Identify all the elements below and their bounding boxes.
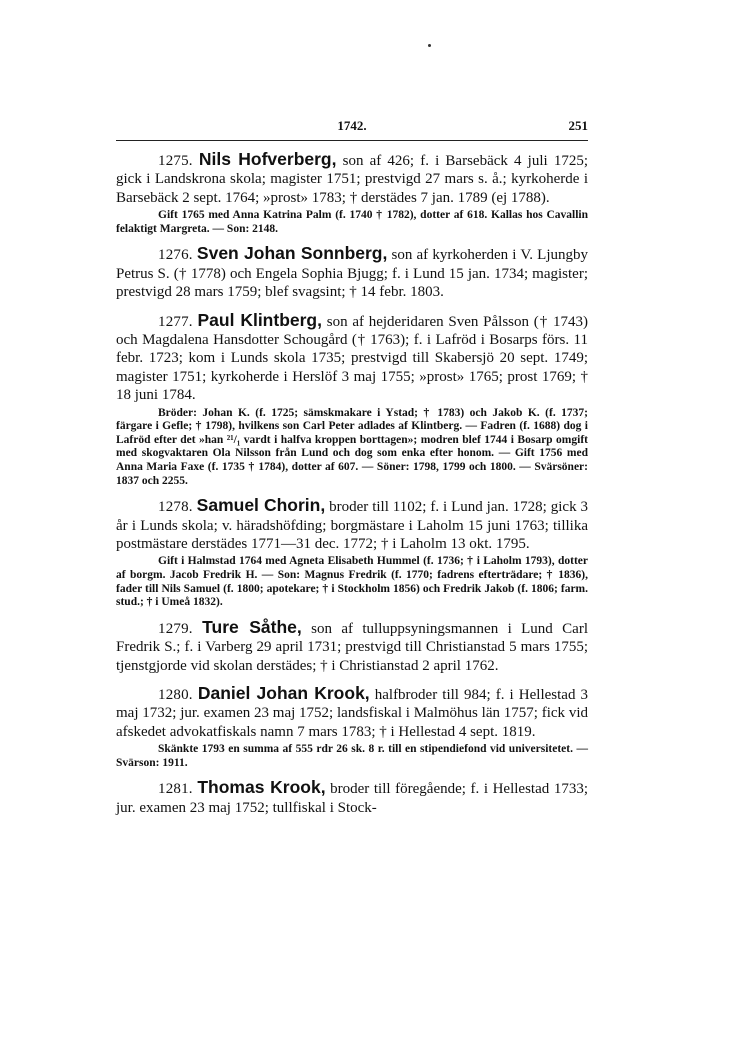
entry-1275 <box>116 150 588 236</box>
entry-text: halfbroder till 984; f. i Hellestad 3 maj 1732; jur. examen 23 maj 1752; landsfiskal i Malmöhus län 1757; fick vid afskedet advokatfiskals namn 7 mars 1783; † i Hellestad 4 sept. 1819. <box>116 687 589 740</box>
entry-number: 1277. <box>158 313 193 330</box>
entry-text: son af tulluppsyningsmannen i Lund Carl Fredrik S.; f. i Varberg 29 april 1731; prestvigd till Christianstad 5 mars 1755; tjenstgjorde vid skolan derstädes; † i Christianstad 2 april 1762. <box>116 620 588 674</box>
entry-number: 1280. <box>158 687 193 704</box>
entry-name: Paul Klintberg, <box>197 309 322 330</box>
entry-note: Skänkte 1793 en summa af 555 rdr 26 sk. 8 r. till en stipendiefond vid universitetet. — Svärson: 1911. <box>116 743 588 769</box>
entry-note: Gift i Halmstad 1764 med Agneta Elisabeth Hummel (f. 1736; † i Laholm 1793), dotter af borgm. Jacob Fredrik H. — Son: Magnus Fredrik (f. 1770; fadrens efterträdare; † 1836), fader till Nils Samuel (f. 1800; apotekare; † i Stockholm 1856) och Fredrik Jakob (f. 1806; farm. stud.; † i Umeå 1832). <box>116 555 588 609</box>
entry-main <box>116 684 588 741</box>
entry-1279 <box>116 618 588 684</box>
entry-name: Samuel Chorin, <box>196 495 326 516</box>
entry-text: broder till föregående; f. i Hellestad 1733; jur. examen 23 maj 1752; tullfiskal i Stock- <box>116 781 588 816</box>
page-speck <box>428 44 431 47</box>
entry-main <box>116 778 588 817</box>
entry-1276 <box>116 244 588 310</box>
entries-list <box>116 150 588 817</box>
entry-text: son af 426; f. i Barsebäck 4 juli 1725; gick i Landskrona skola; magister 1751; prestvigd 27 mars s. å.; kyrkoherde i Barsebäck 2 sept. 1764; »prost» 1783; † derstädes 7 jan. 1789 (ej 1788). <box>116 153 588 206</box>
entry-main <box>116 618 588 675</box>
entry-number: 1279. <box>158 620 193 637</box>
entry-1280 <box>116 684 588 770</box>
entry-name: Sven Johan Sonnberg, <box>196 243 388 264</box>
page-number: 251 <box>568 118 588 133</box>
entry-name: Nils Hofverberg, <box>198 149 337 169</box>
entry-main <box>116 150 588 207</box>
page-header <box>116 118 588 136</box>
header-rule <box>116 140 588 141</box>
entry-1281 <box>116 778 588 817</box>
entry-name: Thomas Krook, <box>197 777 326 798</box>
entry-name: Ture Såthe, <box>202 616 302 637</box>
entry-text: son af hejderidaren Sven Pålsson († 1743) och Magdalena Hansdotter Schougård († 1763); f. i Lafröd i Bosarps förs. 11 febr. 1723; kom i Lunds skola 1735; prestvigd till Skabersjö 20 sept. 1749; magister 1751; kyrkoherde i Herslöf 3 maj 1755; »prost» 1765; prost 1769; † 18 juni 1784. <box>116 313 589 404</box>
header-year: 1742. <box>337 118 367 133</box>
entry-1277 <box>116 311 588 489</box>
entry-name: Daniel Johan Krook, <box>197 683 370 704</box>
entry-number: 1275. <box>158 153 193 169</box>
entry-note: Gift 1765 med Anna Katrina Palm (f. 1740 † 1782), dotter af 618. Kallas hos Cavallin felaktigt Margreta. — Son: 2148. <box>116 209 588 235</box>
entry-text: son af kyrkoherden i V. Ljungby Petrus S. († 1778) och Engela Sophia Bjugg; f. i Lund 15 jan. 1734; magister; prestvigd 28 mars 1759; blef svagsint; † 14 febr. 1803. <box>116 247 588 301</box>
entry-main <box>116 496 588 553</box>
entry-note: Bröder: Johan K. (f. 1725; sämskmakare i Ystad; † 1783) och Jakob K. (f. 1737; färgare i Gefle; † 1798), hvilkens son Carl Peter adlades af Klintberg. — Fadren (f. 1688) dog i Lafröd efter det »han ²¹/₁ vardt i halfva kroppen borttagen»; modren blef 1744 i Bosarp omgift med skogvaktaren Ola Nilsson från Lund och dog som enka efter honom. — Gift 1756 med Anna Maria Faxe (f. 1735 † 1784), dotter af 607. — Söner: 1798, 1799 och 1800. — Svärsöner: 1837 och 2255. <box>116 406 588 487</box>
entry-main <box>116 311 588 405</box>
entry-number: 1276. <box>158 247 193 264</box>
entry-number: 1278. <box>158 499 193 516</box>
entry-text: broder till 1102; f. i Lund jan. 1728; gick 3 år i Lunds skola; v. häradshöfding; borgmästare i Laholm 15 juni 1763; tillika postmästare derstädes 1771—31 dec. 1772; † i Laholm 13 okt. 1795. <box>116 499 588 553</box>
entry-main <box>116 244 588 301</box>
entry-number: 1281. <box>158 781 193 798</box>
entry-1278 <box>116 496 588 610</box>
